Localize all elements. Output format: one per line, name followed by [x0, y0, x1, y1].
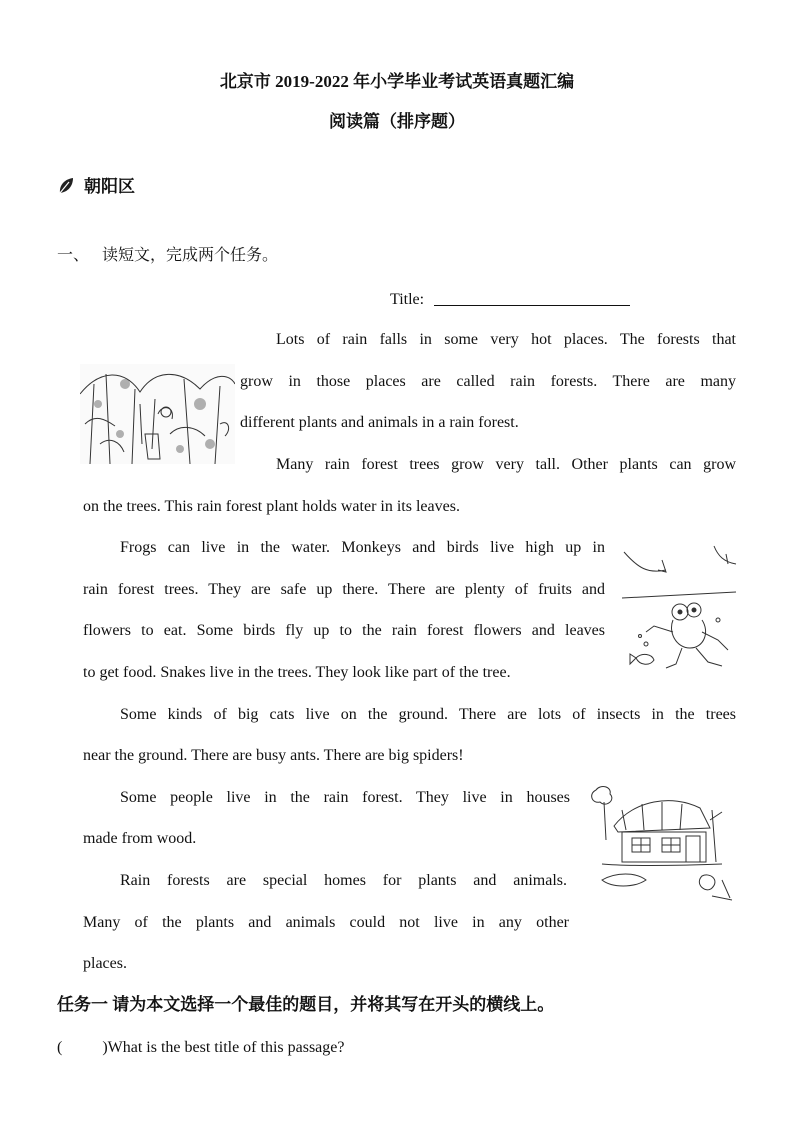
frog-illustration: [618, 540, 740, 675]
passage-line: Some people live in the rain forest. They live in houses: [120, 789, 570, 806]
passage-line: to get food. Snakes live in the trees. They look like part of the tree.: [83, 664, 511, 681]
passage-line: near the ground. There are busy ants. There are big spiders!: [83, 747, 464, 764]
passage-line: Many of the plants and animals could not live in any other: [83, 914, 569, 931]
passage-line: Rain forests are special homes for plants and animals.: [120, 872, 567, 889]
question-number: 一、: [57, 247, 90, 264]
hut-illustration: [582, 780, 742, 908]
title-blank[interactable]: [434, 289, 630, 306]
task1-question: What is the best title of this passage?: [107, 1039, 345, 1056]
answer-paren-open: (: [57, 1039, 63, 1056]
title-label: Title:: [390, 291, 425, 308]
title-line: [390, 289, 630, 310]
passage-line: flowers to eat. Some birds fly up to the rain forest flowers and leaves: [83, 622, 605, 639]
answer-paren-close: ): [102, 1039, 108, 1056]
section-label: 朝阳区: [84, 177, 135, 196]
passage-line: different plants and animals in a rain forest.: [240, 414, 519, 431]
passage-line: on the trees. This rain forest plant holds water in its leaves.: [83, 498, 460, 515]
task1-heading: 任务一 请为本文选择一个最佳的题目，并将其写在开头的横线上。: [57, 995, 555, 1014]
question-instruction: 读短文，完成两个任务。: [102, 247, 279, 264]
task1-question-row: [57, 1038, 344, 1058]
leaf-icon: [57, 176, 75, 196]
passage-line: places.: [83, 955, 127, 972]
document-title: 北京市 2019-2022 年小学毕业考试英语真题汇编: [219, 72, 575, 91]
rainforest-illustration: [80, 364, 235, 464]
passage-line: Lots of rain falls in some very hot places. The forests that: [276, 331, 736, 348]
passage-line: Frogs can live in the water. Monkeys and birds live high up in: [120, 539, 605, 556]
passage-line: made from wood.: [83, 830, 197, 847]
document-subtitle: 阅读篇（排序题）: [329, 112, 465, 131]
passage-line: Some kinds of big cats live on the ground. There are lots of insects in the trees: [120, 706, 736, 723]
passage-line: Many rain forest trees grow very tall. Other plants can grow: [276, 456, 736, 473]
passage-line: rain forest trees. They are safe up there. There are plenty of fruits and: [83, 581, 605, 598]
passage-line: grow in those places are called rain forests. There are many: [240, 373, 736, 390]
